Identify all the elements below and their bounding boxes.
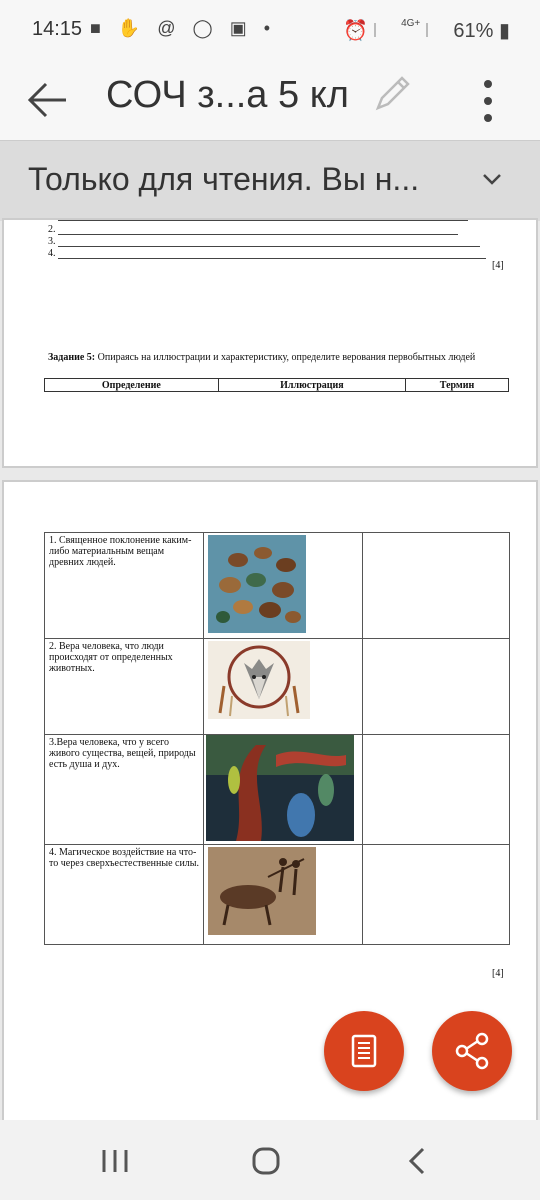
signal-icon-2 (426, 23, 442, 37)
answer-line (58, 220, 468, 221)
term-cell (363, 845, 510, 945)
definition-cell: 3.Вера человека, что у всего живого существа, вещей, природы есть душа и дух. (45, 735, 204, 845)
system-nav-bar (0, 1120, 540, 1200)
header-definition: Определение (45, 379, 219, 392)
header-illustration: Иллюстрация (218, 379, 405, 392)
reader-mode-button[interactable] (324, 1011, 404, 1091)
table-row (45, 533, 510, 639)
illustration-cell (204, 845, 363, 945)
score-label-1: [4] (492, 260, 504, 271)
task-table-header (44, 378, 509, 392)
status-right (343, 18, 510, 43)
share-button[interactable] (432, 1011, 512, 1091)
back-arrow-icon[interactable] (26, 80, 68, 120)
score-label-2: [4] (492, 968, 504, 979)
spirits-tree-illustration (206, 735, 354, 841)
term-cell (363, 533, 510, 639)
answer-line-3: 3. (48, 236, 56, 247)
answer-line-2: 2. (48, 224, 56, 235)
battery-icon: ▮ (498, 20, 510, 42)
chevron-down-icon[interactable] (480, 167, 504, 191)
amulets-illustration (208, 535, 306, 633)
term-cell (363, 735, 510, 845)
answer-line-4: 4. (48, 248, 56, 259)
app-bar (0, 60, 540, 140)
battery-level: 61% (453, 20, 494, 42)
more-options-icon[interactable] (478, 76, 498, 126)
illustration-cell (204, 533, 363, 639)
definition-cell: 1. Священное поклонение каким-либо материальным вещам древних людей. (45, 533, 204, 639)
cave-painting-illustration (208, 847, 316, 935)
illustration-cell (204, 735, 363, 845)
recent-apps-icon[interactable] (100, 1148, 130, 1174)
illustration-cell (204, 639, 363, 735)
home-icon[interactable] (251, 1146, 281, 1176)
read-only-banner[interactable] (0, 140, 540, 221)
header-term: Термин (406, 379, 509, 392)
status-bar (0, 0, 540, 60)
notification-icons: ■ ✋ @ ◯ ▣ • (90, 18, 277, 38)
status-time: 14:15 (32, 18, 83, 40)
table-row (45, 735, 510, 845)
banner-text: Только для чтения. Вы н... (28, 161, 420, 197)
table-row (45, 639, 510, 735)
document-page-1 (2, 218, 538, 468)
reader-icon (324, 1011, 404, 1091)
beliefs-table (44, 532, 510, 945)
term-cell (363, 639, 510, 735)
task-5-text: Задание 5: Опираясь на иллюстрации и характеристику, определите верования первобытных людей (48, 352, 476, 363)
share-icon (432, 1011, 512, 1091)
table-row (45, 845, 510, 945)
network-type: 4G+ (401, 18, 421, 29)
wolf-dreamcatcher-illustration (208, 641, 310, 719)
document-title: СОЧ з...а 5 кл (106, 74, 349, 116)
definition-cell: 2. Вера человека, что люди происходят от определенных животных. (45, 639, 204, 735)
alarm-icon: ⏰ (343, 20, 368, 42)
edit-pencil-icon[interactable] (372, 72, 414, 114)
definition-cell: 4. Магическое воздействие на что-то через сверхъестественные силы. (45, 845, 204, 945)
signal-icon (374, 23, 390, 37)
back-nav-icon[interactable] (405, 1146, 429, 1176)
